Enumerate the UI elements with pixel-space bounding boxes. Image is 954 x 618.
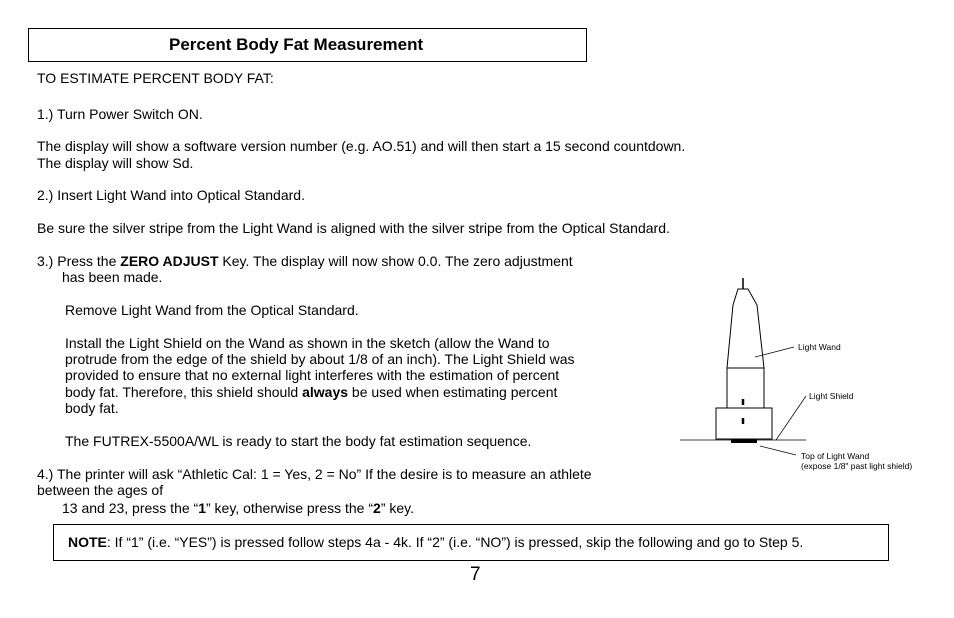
step-3-continued: has been made.	[62, 269, 163, 285]
note-body: : If “1” (i.e. “YES”) is pressed follow steps 4a - 4k. If “2” (i.e. “NO”) is pressed, skip the following and go to Step 5.	[106, 534, 804, 550]
page-number: 7	[470, 564, 481, 585]
install-line-2: protrude from the edge of the shield by about 1/8 of an inch). The Light Shield was	[65, 351, 575, 367]
step-1: 1.) Turn Power Switch ON.	[37, 106, 203, 122]
step-4-line-3-pre: 13 and 23, press the “	[62, 500, 199, 516]
top-of-wand-leader	[760, 446, 796, 455]
remove-wand-text: Remove Light Wand from the Optical Standard.	[65, 302, 359, 318]
silver-stripe-text: Be sure the silver stripe from the Light Wand is aligned with the silver stripe from the Optical Standard.	[37, 220, 670, 236]
display-text-1: The display will show a software version number (e.g. AO.51) and will then start a 15 second countdown.	[37, 138, 686, 154]
key-2: 2	[373, 500, 381, 516]
ready-text: The FUTREX-5500A/WL is ready to start the body fat estimation sequence.	[65, 433, 532, 449]
intro-heading: TO ESTIMATE PERCENT BODY FAT:	[37, 70, 274, 86]
page-title: Percent Body Fat Measurement	[169, 35, 424, 54]
note-label: NOTE	[68, 534, 107, 550]
light-wand-leader	[755, 347, 794, 357]
light-shield-label: Light Shield	[809, 391, 854, 401]
step-4-line-3-mid: ” key, otherwise press the “	[206, 500, 374, 516]
light-wand-label: Light Wand	[798, 342, 841, 352]
install-line-3: provided to ensure that no external light interferes with the estimation of percent	[65, 367, 560, 383]
light-shield-leader	[776, 396, 806, 440]
wand-lower-body	[727, 368, 764, 408]
install-line-1: Install the Light Shield on the Wand as shown in the sketch (allow the Wand to	[65, 335, 550, 351]
exposed-wand-tip	[731, 439, 757, 443]
step-4-line-3-post: ” key.	[380, 500, 415, 516]
expose-label: (expose 1/8" past light shield)	[801, 461, 913, 471]
display-text-2: The display will show Sd.	[37, 155, 194, 171]
install-line-5: body fat.	[65, 400, 119, 416]
step-4-line-1: 4.) The printer will ask “Athletic Cal: 1 = Yes, 2 = No” If the desire is to measure an athlete	[37, 466, 592, 482]
step-3-post: Key. The display will now show 0.0. The zero adjustment	[218, 253, 573, 269]
top-of-wand-label: Top of Light Wand	[801, 451, 870, 461]
key-1: 1	[198, 500, 206, 516]
install-line-4-pre: body fat. Therefore, this shield should	[65, 384, 303, 400]
install-line-4-post: be used when estimating percent	[348, 384, 558, 400]
step-4-line-2: between the ages of	[37, 482, 164, 498]
step-2: 2.) Insert Light Wand into Optical Standard.	[37, 187, 305, 203]
step-3-pre: 3.) Press the	[37, 253, 121, 269]
always-emphasis: always	[302, 384, 349, 400]
zero-adjust-key: ZERO ADJUST	[120, 253, 219, 269]
